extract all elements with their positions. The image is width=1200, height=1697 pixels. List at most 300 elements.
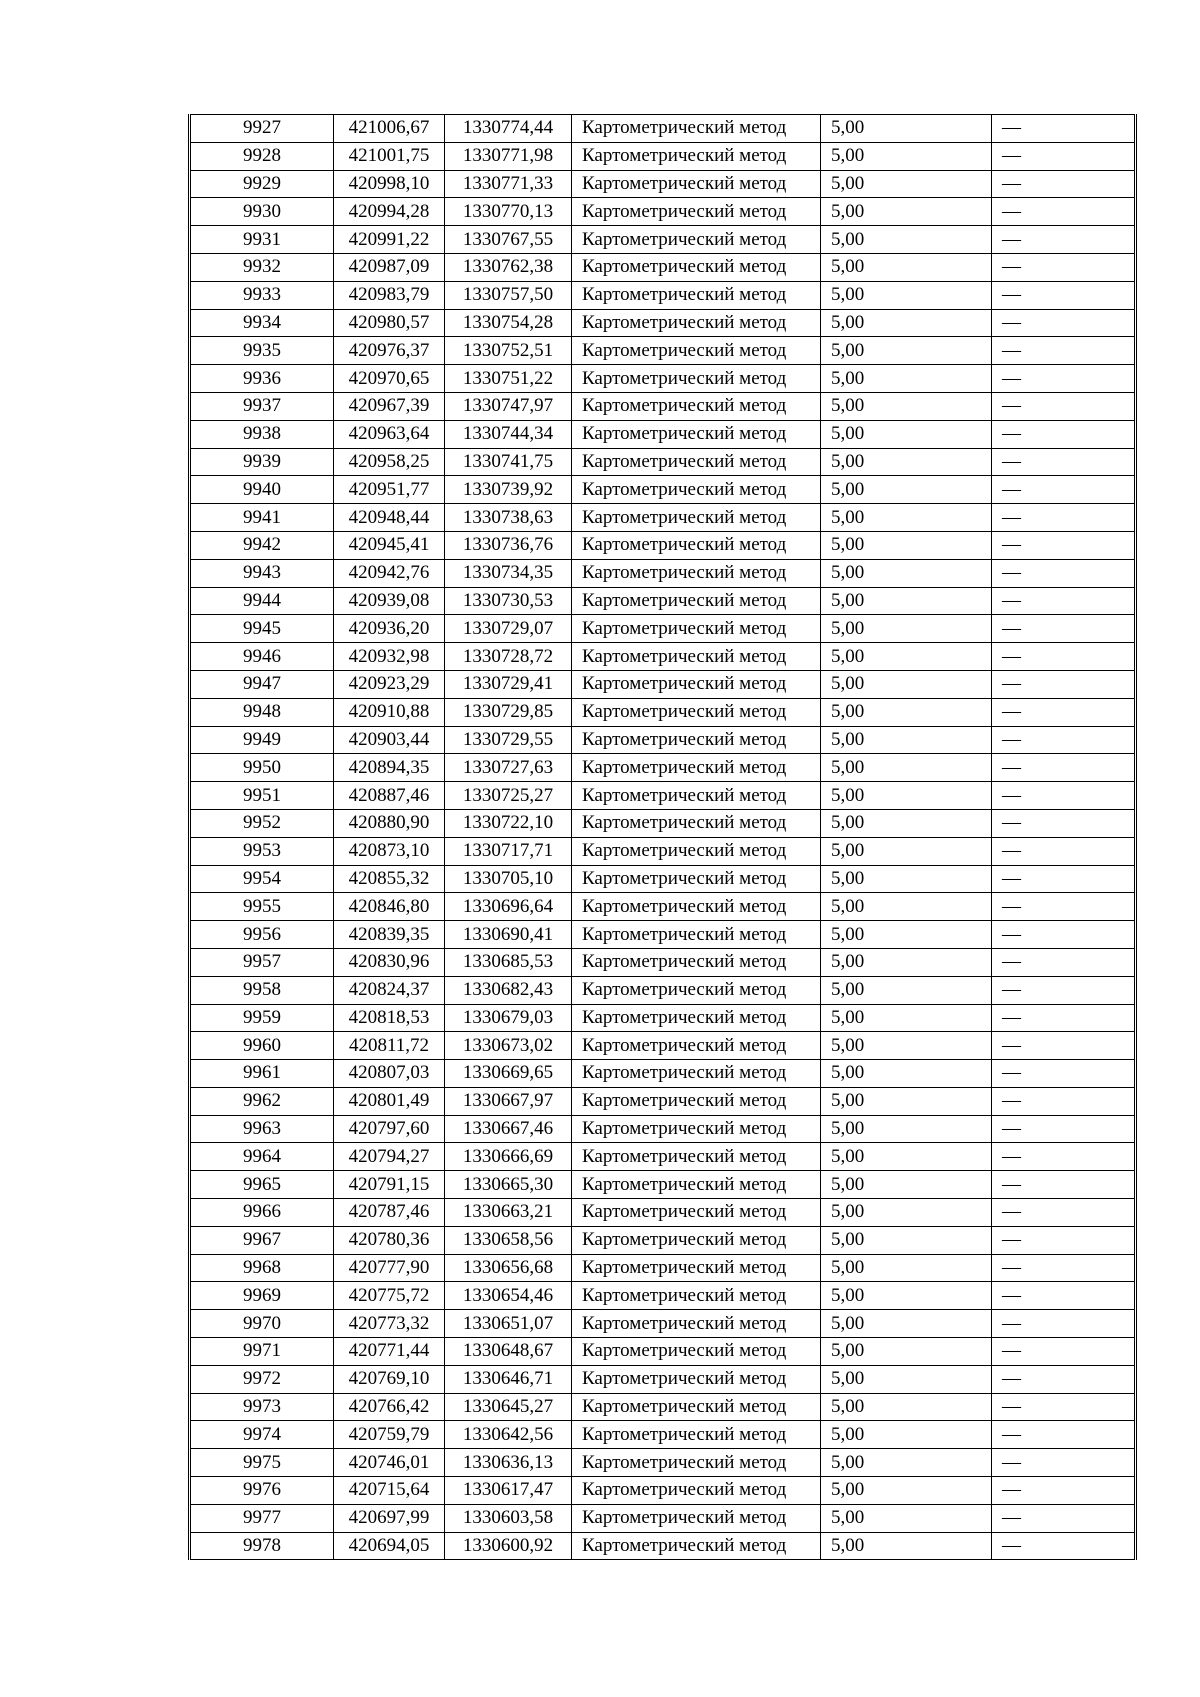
point-number-cell: 9978 [190, 1532, 334, 1560]
table-row [190, 531, 1136, 559]
point-number-cell: 9931 [190, 226, 334, 254]
note-cell: — [992, 1421, 1136, 1449]
note-cell: — [992, 1504, 1136, 1532]
accuracy-cell: 5,00 [821, 1449, 992, 1477]
x-coordinate-cell: 420824,37 [334, 976, 445, 1004]
x-coordinate-cell: 420794,27 [334, 1143, 445, 1171]
note-cell: — [992, 670, 1136, 698]
y-coordinate-cell: 1330729,85 [445, 698, 572, 726]
y-coordinate-cell: 1330656,68 [445, 1254, 572, 1282]
method-cell: Картометрический метод [572, 281, 821, 309]
accuracy-cell: 5,00 [821, 170, 992, 198]
accuracy-cell: 5,00 [821, 782, 992, 810]
table-row [190, 865, 1136, 893]
table-row [190, 1115, 1136, 1143]
y-coordinate-cell: 1330705,10 [445, 865, 572, 893]
y-coordinate-cell: 1330770,13 [445, 198, 572, 226]
point-number-cell: 9932 [190, 253, 334, 281]
x-coordinate-cell: 421001,75 [334, 142, 445, 170]
table-row [190, 726, 1136, 754]
table-row [190, 198, 1136, 226]
x-coordinate-cell: 420951,77 [334, 476, 445, 504]
method-cell: Картометрический метод [572, 948, 821, 976]
x-coordinate-cell: 420942,76 [334, 559, 445, 587]
note-cell: — [992, 1143, 1136, 1171]
table-row [190, 420, 1136, 448]
table-row [190, 587, 1136, 615]
note-cell: — [992, 976, 1136, 1004]
note-cell: — [992, 865, 1136, 893]
point-number-cell: 9938 [190, 420, 334, 448]
y-coordinate-cell: 1330646,71 [445, 1365, 572, 1393]
y-coordinate-cell: 1330603,58 [445, 1504, 572, 1532]
y-coordinate-cell: 1330728,72 [445, 643, 572, 671]
method-cell: Картометрический метод [572, 1254, 821, 1282]
method-cell: Картометрический метод [572, 837, 821, 865]
x-coordinate-cell: 420923,29 [334, 670, 445, 698]
method-cell: Картометрический метод [572, 504, 821, 532]
accuracy-cell: 5,00 [821, 504, 992, 532]
y-coordinate-cell: 1330658,56 [445, 1226, 572, 1254]
point-number-cell: 9929 [190, 170, 334, 198]
note-cell: — [992, 809, 1136, 837]
note-cell: — [992, 893, 1136, 921]
point-number-cell: 9954 [190, 865, 334, 893]
note-cell: — [992, 365, 1136, 393]
note-cell: — [992, 198, 1136, 226]
note-cell: — [992, 1032, 1136, 1060]
method-cell: Картометрический метод [572, 809, 821, 837]
note-cell: — [992, 782, 1136, 810]
note-cell: — [992, 115, 1136, 143]
table-row [190, 948, 1136, 976]
x-coordinate-cell: 420766,42 [334, 1393, 445, 1421]
point-number-cell: 9957 [190, 948, 334, 976]
method-cell: Картометрический метод [572, 1477, 821, 1505]
x-coordinate-cell: 420830,96 [334, 948, 445, 976]
x-coordinate-cell: 420818,53 [334, 1004, 445, 1032]
accuracy-cell: 5,00 [821, 309, 992, 337]
point-number-cell: 9961 [190, 1060, 334, 1088]
accuracy-cell: 5,00 [821, 893, 992, 921]
accuracy-cell: 5,00 [821, 1032, 992, 1060]
method-cell: Картометрический метод [572, 1115, 821, 1143]
table-row [190, 1532, 1136, 1560]
accuracy-cell: 5,00 [821, 726, 992, 754]
table-row [190, 670, 1136, 698]
accuracy-cell: 5,00 [821, 281, 992, 309]
table-row [190, 809, 1136, 837]
accuracy-cell: 5,00 [821, 142, 992, 170]
table-row [190, 1282, 1136, 1310]
point-number-cell: 9956 [190, 921, 334, 949]
y-coordinate-cell: 1330729,55 [445, 726, 572, 754]
table-row [190, 1338, 1136, 1366]
x-coordinate-cell: 420936,20 [334, 615, 445, 643]
accuracy-cell: 5,00 [821, 587, 992, 615]
point-number-cell: 9955 [190, 893, 334, 921]
x-coordinate-cell: 420769,10 [334, 1365, 445, 1393]
accuracy-cell: 5,00 [821, 559, 992, 587]
method-cell: Картометрический метод [572, 1532, 821, 1560]
accuracy-cell: 5,00 [821, 1171, 992, 1199]
accuracy-cell: 5,00 [821, 1199, 992, 1227]
y-coordinate-cell: 1330729,07 [445, 615, 572, 643]
method-cell: Картометрический метод [572, 1449, 821, 1477]
note-cell: — [992, 643, 1136, 671]
point-number-cell: 9962 [190, 1087, 334, 1115]
note-cell: — [992, 504, 1136, 532]
point-number-cell: 9939 [190, 448, 334, 476]
point-number-cell: 9928 [190, 142, 334, 170]
y-coordinate-cell: 1330648,67 [445, 1338, 572, 1366]
point-number-cell: 9949 [190, 726, 334, 754]
table-row [190, 309, 1136, 337]
table-body [190, 115, 1136, 1560]
accuracy-cell: 5,00 [821, 643, 992, 671]
y-coordinate-cell: 1330669,65 [445, 1060, 572, 1088]
point-number-cell: 9965 [190, 1171, 334, 1199]
note-cell: — [992, 921, 1136, 949]
note-cell: — [992, 420, 1136, 448]
x-coordinate-cell: 420948,44 [334, 504, 445, 532]
table-row [190, 782, 1136, 810]
y-coordinate-cell: 1330636,13 [445, 1449, 572, 1477]
note-cell: — [992, 392, 1136, 420]
table-row [190, 142, 1136, 170]
accuracy-cell: 5,00 [821, 365, 992, 393]
point-number-cell: 9943 [190, 559, 334, 587]
accuracy-cell: 5,00 [821, 670, 992, 698]
note-cell: — [992, 837, 1136, 865]
note-cell: — [992, 1449, 1136, 1477]
x-coordinate-cell: 420994,28 [334, 198, 445, 226]
note-cell: — [992, 1115, 1136, 1143]
y-coordinate-cell: 1330767,55 [445, 226, 572, 254]
method-cell: Картометрический метод [572, 1282, 821, 1310]
table-row [190, 1449, 1136, 1477]
y-coordinate-cell: 1330667,46 [445, 1115, 572, 1143]
x-coordinate-cell: 420791,15 [334, 1171, 445, 1199]
y-coordinate-cell: 1330741,75 [445, 448, 572, 476]
x-coordinate-cell: 420983,79 [334, 281, 445, 309]
point-number-cell: 9968 [190, 1254, 334, 1282]
accuracy-cell: 5,00 [821, 1060, 992, 1088]
point-number-cell: 9960 [190, 1032, 334, 1060]
y-coordinate-cell: 1330771,98 [445, 142, 572, 170]
note-cell: — [992, 1226, 1136, 1254]
point-number-cell: 9976 [190, 1477, 334, 1505]
note-cell: — [992, 559, 1136, 587]
method-cell: Картометрический метод [572, 226, 821, 254]
note-cell: — [992, 448, 1136, 476]
y-coordinate-cell: 1330682,43 [445, 976, 572, 1004]
method-cell: Картометрический метод [572, 1004, 821, 1032]
x-coordinate-cell: 420963,64 [334, 420, 445, 448]
point-number-cell: 9974 [190, 1421, 334, 1449]
y-coordinate-cell: 1330663,21 [445, 1199, 572, 1227]
point-number-cell: 9941 [190, 504, 334, 532]
point-number-cell: 9952 [190, 809, 334, 837]
accuracy-cell: 5,00 [821, 1365, 992, 1393]
x-coordinate-cell: 420894,35 [334, 754, 445, 782]
note-cell: — [992, 170, 1136, 198]
method-cell: Картометрический метод [572, 615, 821, 643]
method-cell: Картометрический метод [572, 448, 821, 476]
table-row [190, 698, 1136, 726]
point-number-cell: 9963 [190, 1115, 334, 1143]
accuracy-cell: 5,00 [821, 615, 992, 643]
accuracy-cell: 5,00 [821, 1254, 992, 1282]
x-coordinate-cell: 420855,32 [334, 865, 445, 893]
note-cell: — [992, 698, 1136, 726]
accuracy-cell: 5,00 [821, 948, 992, 976]
point-number-cell: 9937 [190, 392, 334, 420]
note-cell: — [992, 948, 1136, 976]
x-coordinate-cell: 420998,10 [334, 170, 445, 198]
y-coordinate-cell: 1330738,63 [445, 504, 572, 532]
accuracy-cell: 5,00 [821, 698, 992, 726]
point-number-cell: 9959 [190, 1004, 334, 1032]
table-row [190, 476, 1136, 504]
coordinates-table [188, 114, 1137, 1560]
point-number-cell: 9951 [190, 782, 334, 810]
accuracy-cell: 5,00 [821, 448, 992, 476]
y-coordinate-cell: 1330665,30 [445, 1171, 572, 1199]
method-cell: Картометрический метод [572, 921, 821, 949]
accuracy-cell: 5,00 [821, 1004, 992, 1032]
x-coordinate-cell: 420773,32 [334, 1310, 445, 1338]
note-cell: — [992, 1532, 1136, 1560]
table-row [190, 1087, 1136, 1115]
x-coordinate-cell: 420839,35 [334, 921, 445, 949]
table-row [190, 1504, 1136, 1532]
table-row [190, 1032, 1136, 1060]
table-row [190, 1477, 1136, 1505]
y-coordinate-cell: 1330651,07 [445, 1310, 572, 1338]
point-number-cell: 9927 [190, 115, 334, 143]
y-coordinate-cell: 1330730,53 [445, 587, 572, 615]
table-row [190, 1004, 1136, 1032]
x-coordinate-cell: 420777,90 [334, 1254, 445, 1282]
point-number-cell: 9958 [190, 976, 334, 1004]
method-cell: Картометрический метод [572, 1032, 821, 1060]
table-row [190, 837, 1136, 865]
method-cell: Картометрический метод [572, 698, 821, 726]
x-coordinate-cell: 420697,99 [334, 1504, 445, 1532]
x-coordinate-cell: 420787,46 [334, 1199, 445, 1227]
x-coordinate-cell: 420797,60 [334, 1115, 445, 1143]
method-cell: Картометрический метод [572, 142, 821, 170]
method-cell: Картометрический метод [572, 198, 821, 226]
method-cell: Картометрический метод [572, 559, 821, 587]
point-number-cell: 9975 [190, 1449, 334, 1477]
x-coordinate-cell: 420759,79 [334, 1421, 445, 1449]
accuracy-cell: 5,00 [821, 1338, 992, 1366]
x-coordinate-cell: 420945,41 [334, 531, 445, 559]
x-coordinate-cell: 420887,46 [334, 782, 445, 810]
y-coordinate-cell: 1330747,97 [445, 392, 572, 420]
method-cell: Картометрический метод [572, 309, 821, 337]
note-cell: — [992, 1004, 1136, 1032]
method-cell: Картометрический метод [572, 420, 821, 448]
x-coordinate-cell: 420987,09 [334, 253, 445, 281]
table-row [190, 253, 1136, 281]
point-number-cell: 9977 [190, 1504, 334, 1532]
x-coordinate-cell: 420958,25 [334, 448, 445, 476]
table-row [190, 615, 1136, 643]
note-cell: — [992, 615, 1136, 643]
table-row [190, 281, 1136, 309]
table-row [190, 115, 1136, 143]
y-coordinate-cell: 1330736,76 [445, 531, 572, 559]
note-cell: — [992, 281, 1136, 309]
accuracy-cell: 5,00 [821, 198, 992, 226]
table-row [190, 643, 1136, 671]
y-coordinate-cell: 1330617,47 [445, 1477, 572, 1505]
method-cell: Картометрический метод [572, 643, 821, 671]
note-cell: — [992, 1477, 1136, 1505]
accuracy-cell: 5,00 [821, 809, 992, 837]
method-cell: Картометрический метод [572, 170, 821, 198]
accuracy-cell: 5,00 [821, 1504, 992, 1532]
x-coordinate-cell: 420846,80 [334, 893, 445, 921]
accuracy-cell: 5,00 [821, 1477, 992, 1505]
note-cell: — [992, 1393, 1136, 1421]
method-cell: Картометрический метод [572, 670, 821, 698]
accuracy-cell: 5,00 [821, 531, 992, 559]
table-row [190, 754, 1136, 782]
y-coordinate-cell: 1330685,53 [445, 948, 572, 976]
y-coordinate-cell: 1330725,27 [445, 782, 572, 810]
x-coordinate-cell: 420694,05 [334, 1532, 445, 1560]
table-row [190, 976, 1136, 1004]
table-row [190, 1143, 1136, 1171]
accuracy-cell: 5,00 [821, 1226, 992, 1254]
y-coordinate-cell: 1330679,03 [445, 1004, 572, 1032]
note-cell: — [992, 1060, 1136, 1088]
x-coordinate-cell: 420967,39 [334, 392, 445, 420]
accuracy-cell: 5,00 [821, 976, 992, 1004]
accuracy-cell: 5,00 [821, 337, 992, 365]
y-coordinate-cell: 1330762,38 [445, 253, 572, 281]
note-cell: — [992, 1310, 1136, 1338]
method-cell: Картометрический метод [572, 1365, 821, 1393]
y-coordinate-cell: 1330734,35 [445, 559, 572, 587]
y-coordinate-cell: 1330654,46 [445, 1282, 572, 1310]
x-coordinate-cell: 420932,98 [334, 643, 445, 671]
table-row [190, 1310, 1136, 1338]
table-row [190, 1393, 1136, 1421]
y-coordinate-cell: 1330744,34 [445, 420, 572, 448]
y-coordinate-cell: 1330754,28 [445, 309, 572, 337]
x-coordinate-cell: 420746,01 [334, 1449, 445, 1477]
point-number-cell: 9970 [190, 1310, 334, 1338]
method-cell: Картометрический метод [572, 115, 821, 143]
table-row [190, 1365, 1136, 1393]
note-cell: — [992, 1254, 1136, 1282]
method-cell: Картометрический метод [572, 1338, 821, 1366]
method-cell: Картометрический метод [572, 1421, 821, 1449]
method-cell: Картометрический метод [572, 1504, 821, 1532]
table-row [190, 559, 1136, 587]
y-coordinate-cell: 1330645,27 [445, 1393, 572, 1421]
note-cell: — [992, 253, 1136, 281]
table-row [190, 1060, 1136, 1088]
y-coordinate-cell: 1330696,64 [445, 893, 572, 921]
y-coordinate-cell: 1330642,56 [445, 1421, 572, 1449]
accuracy-cell: 5,00 [821, 476, 992, 504]
method-cell: Картометрический метод [572, 531, 821, 559]
note-cell: — [992, 1282, 1136, 1310]
method-cell: Картометрический метод [572, 1143, 821, 1171]
point-number-cell: 9940 [190, 476, 334, 504]
table-row [190, 448, 1136, 476]
table-row [190, 921, 1136, 949]
method-cell: Картометрический метод [572, 337, 821, 365]
note-cell: — [992, 309, 1136, 337]
y-coordinate-cell: 1330757,50 [445, 281, 572, 309]
x-coordinate-cell: 420970,65 [334, 365, 445, 393]
y-coordinate-cell: 1330751,22 [445, 365, 572, 393]
accuracy-cell: 5,00 [821, 1115, 992, 1143]
table-row [190, 1254, 1136, 1282]
note-cell: — [992, 142, 1136, 170]
x-coordinate-cell: 420976,37 [334, 337, 445, 365]
x-coordinate-cell: 420873,10 [334, 837, 445, 865]
accuracy-cell: 5,00 [821, 1310, 992, 1338]
x-coordinate-cell: 420991,22 [334, 226, 445, 254]
table-row [190, 226, 1136, 254]
method-cell: Картометрический метод [572, 865, 821, 893]
x-coordinate-cell: 420771,44 [334, 1338, 445, 1366]
point-number-cell: 9953 [190, 837, 334, 865]
y-coordinate-cell: 1330752,51 [445, 337, 572, 365]
accuracy-cell: 5,00 [821, 1532, 992, 1560]
point-number-cell: 9942 [190, 531, 334, 559]
accuracy-cell: 5,00 [821, 1393, 992, 1421]
accuracy-cell: 5,00 [821, 115, 992, 143]
x-coordinate-cell: 420775,72 [334, 1282, 445, 1310]
y-coordinate-cell: 1330771,33 [445, 170, 572, 198]
point-number-cell: 9973 [190, 1393, 334, 1421]
method-cell: Картометрический метод [572, 476, 821, 504]
method-cell: Картометрический метод [572, 587, 821, 615]
point-number-cell: 9971 [190, 1338, 334, 1366]
accuracy-cell: 5,00 [821, 1421, 992, 1449]
note-cell: — [992, 226, 1136, 254]
note-cell: — [992, 587, 1136, 615]
table-row [190, 337, 1136, 365]
note-cell: — [992, 1199, 1136, 1227]
y-coordinate-cell: 1330774,44 [445, 115, 572, 143]
point-number-cell: 9934 [190, 309, 334, 337]
y-coordinate-cell: 1330673,02 [445, 1032, 572, 1060]
method-cell: Картометрический метод [572, 976, 821, 1004]
point-number-cell: 9946 [190, 643, 334, 671]
note-cell: — [992, 1338, 1136, 1366]
point-number-cell: 9945 [190, 615, 334, 643]
accuracy-cell: 5,00 [821, 392, 992, 420]
point-number-cell: 9950 [190, 754, 334, 782]
x-coordinate-cell: 420980,57 [334, 309, 445, 337]
y-coordinate-cell: 1330727,63 [445, 754, 572, 782]
table-row [190, 392, 1136, 420]
accuracy-cell: 5,00 [821, 921, 992, 949]
point-number-cell: 9948 [190, 698, 334, 726]
method-cell: Картометрический метод [572, 1087, 821, 1115]
table-row [190, 1226, 1136, 1254]
